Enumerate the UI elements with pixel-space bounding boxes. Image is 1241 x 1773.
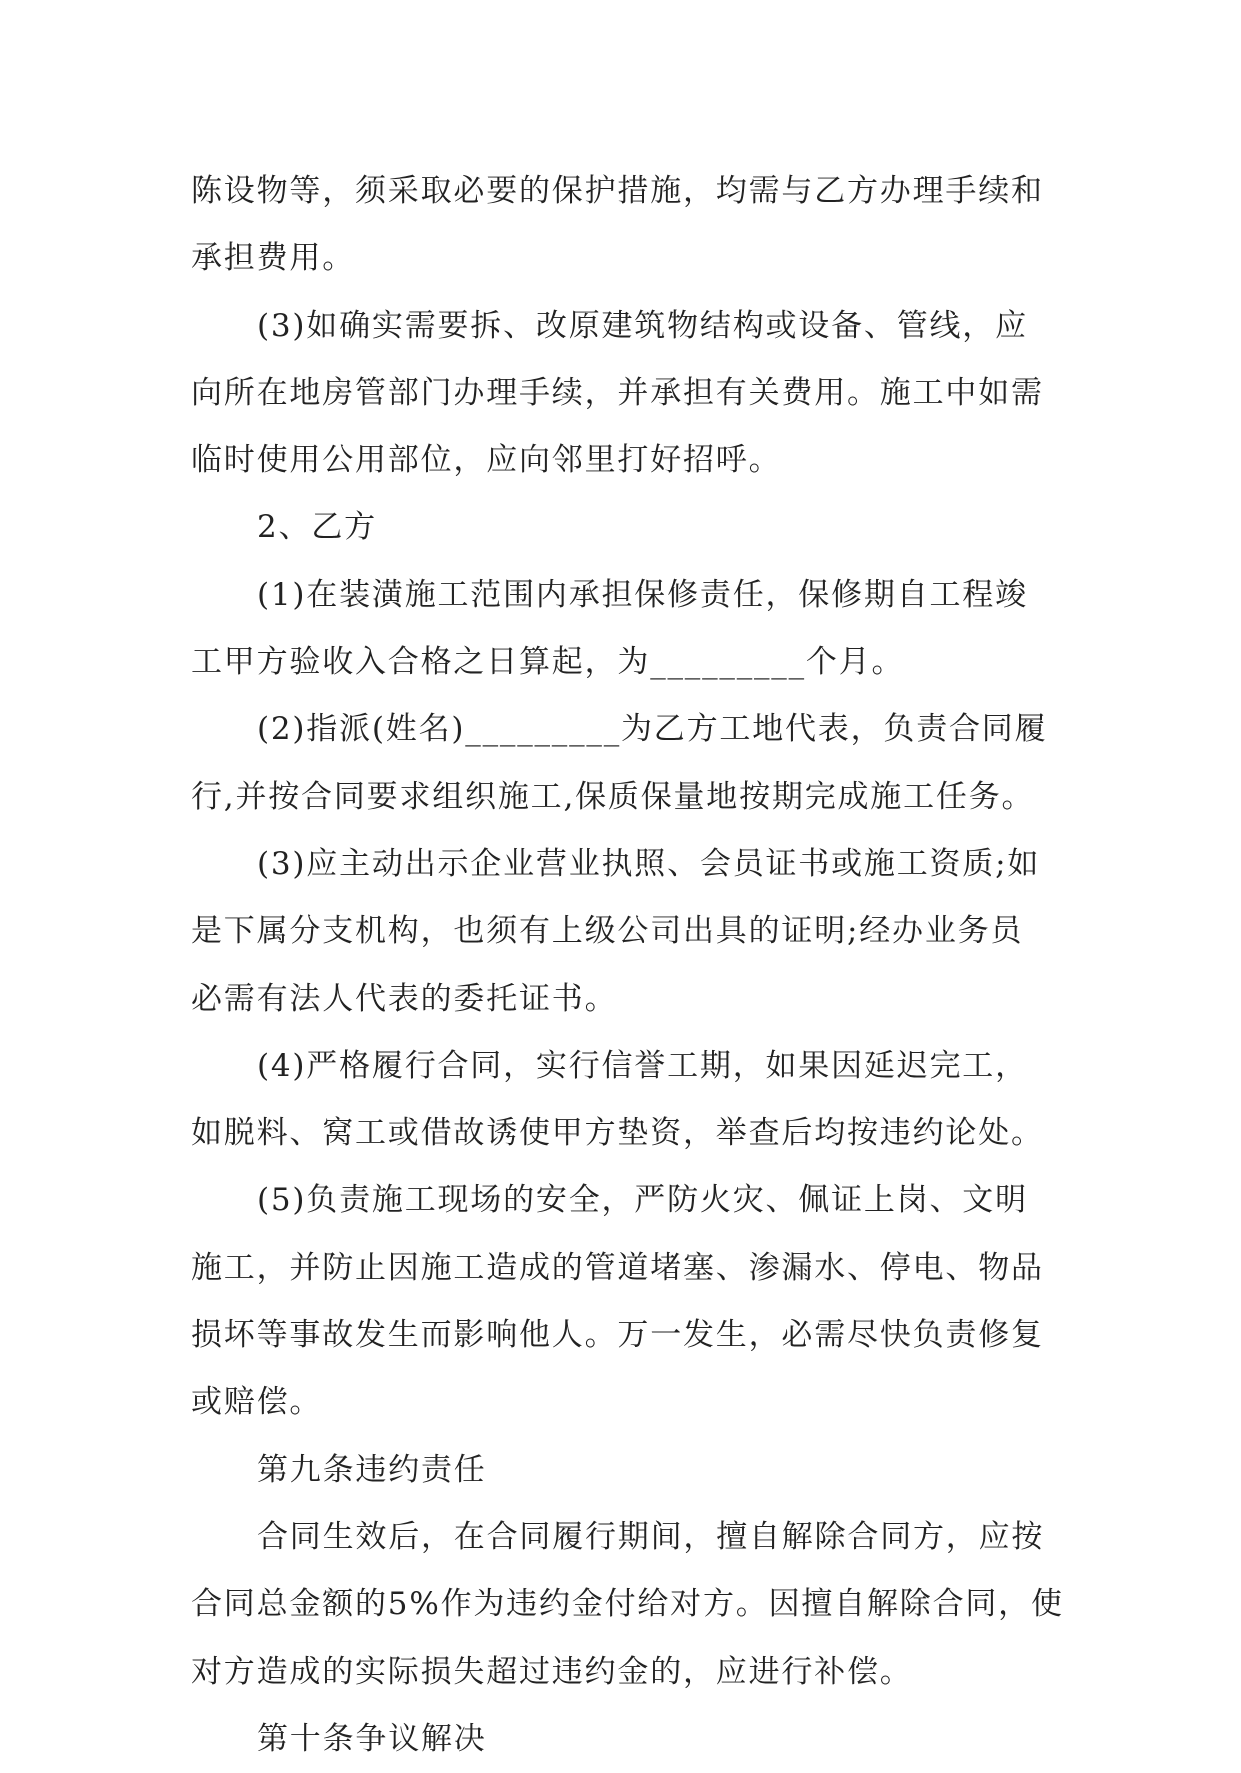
body-line: 或赔偿。 bbox=[191, 1384, 323, 1421]
body-line: 向所在地房管部门办理手续，并承担有关费用。施工中如需 bbox=[191, 374, 1044, 411]
body-line: 临时使用公用部位，应向邻里打好招呼。 bbox=[191, 442, 782, 479]
section-heading-party-b: 2、乙方 bbox=[257, 509, 377, 546]
body-line: 必需有法人代表的委托证书。 bbox=[191, 980, 618, 1017]
body-line: 施工，并防止因施工造成的管道堵塞、渗漏水、停电、物品 bbox=[191, 1249, 1044, 1286]
body-line: 是下属分支机构，也须有上级公司出具的证明;经办业务员 bbox=[191, 913, 1024, 950]
body-line: 承担费用。 bbox=[191, 240, 355, 277]
body-line: 合同总金额的5%作为违约金付给对方。因擅自解除合同，使 bbox=[191, 1586, 1064, 1623]
body-line: (2)指派(姓名)_________为乙方工地代表，负责合同履 bbox=[257, 711, 1048, 748]
body-line: (3)如确实需要拆、改原建筑物结构或设备、管线，应 bbox=[257, 307, 1028, 344]
body-line: (5)负责施工现场的安全，严防火灾、佩证上岗、文明 bbox=[257, 1182, 1028, 1219]
body-line: 陈设物等，须采取必要的保护措施，均需与乙方办理手续和 bbox=[191, 173, 1044, 209]
body-line: 如脱料、窝工或借故诱使甲方垫资，举查后均按违约论处。 bbox=[191, 1115, 1044, 1152]
body-line: 合同生效后，在合同履行期间，擅自解除合同方，应按 bbox=[257, 1518, 1045, 1555]
body-line: 损坏等事故发生而影响他人。万一发生，必需尽快负责修复 bbox=[191, 1317, 1044, 1354]
body-line: 对方造成的实际损失超过违约金的，应进行补偿。 bbox=[191, 1653, 913, 1690]
body-line: 工甲方验收入合格之日算起，为_________个月。 bbox=[191, 644, 905, 681]
body-line: (4)严格履行合同，实行信誉工期，如果因延迟完工， bbox=[257, 1047, 1028, 1084]
document-body bbox=[191, 158, 1071, 1773]
article-10-heading: 第十条争议解决 bbox=[257, 1720, 487, 1757]
body-line: 行,并按合同要求组织施工,保质保量地按期完成施工任务。 bbox=[191, 778, 1035, 815]
article-9-heading: 第九条违约责任 bbox=[257, 1451, 487, 1488]
body-line: (3)应主动出示企业营业执照、会员证书或施工资质;如 bbox=[257, 845, 1041, 882]
body-line: (1)在装潢施工范围内承担保修责任，保修期自工程竣 bbox=[257, 576, 1028, 613]
